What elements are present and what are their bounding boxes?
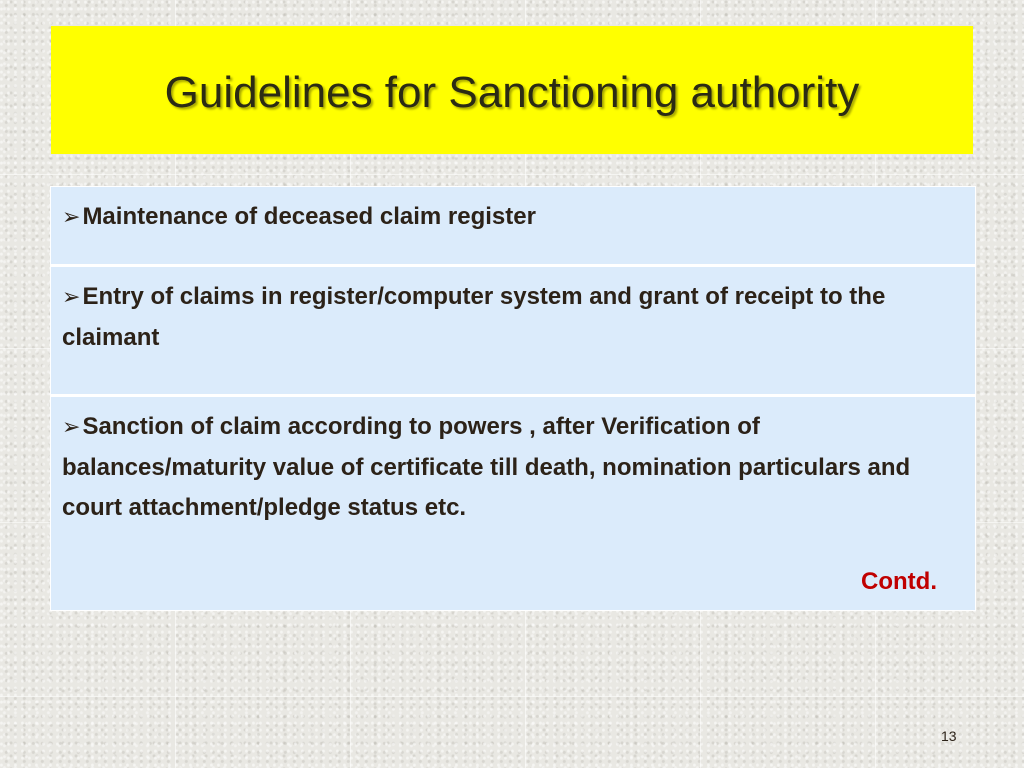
arrow-bullet-icon: ➢: [62, 415, 81, 440]
title-banner: [51, 26, 973, 154]
background-tile-line: [0, 696, 1024, 697]
arrow-bullet-icon: ➢: [62, 205, 81, 230]
guideline-text: Maintenance of deceased claim register: [82, 203, 536, 230]
background-tile-line: [0, 174, 1024, 175]
guideline-row: [51, 394, 975, 610]
page-number: 13: [941, 728, 957, 744]
guideline-text: Sanction of claim according to powers , after Verification of balances/maturity value of certificate till death, nomination particulars and court attachment/pledge status etc.: [62, 413, 911, 521]
continued-label: Contd.: [861, 568, 937, 595]
guideline-row: [51, 187, 975, 264]
guideline-row: [51, 264, 975, 394]
guidelines-table: [50, 186, 976, 611]
arrow-bullet-icon: ➢: [62, 285, 81, 310]
slide-title: Guidelines for Sanctioning authority: [164, 68, 860, 117]
guideline-text: Entry of claims in register/computer system and grant of receipt to the claimant: [62, 283, 886, 351]
